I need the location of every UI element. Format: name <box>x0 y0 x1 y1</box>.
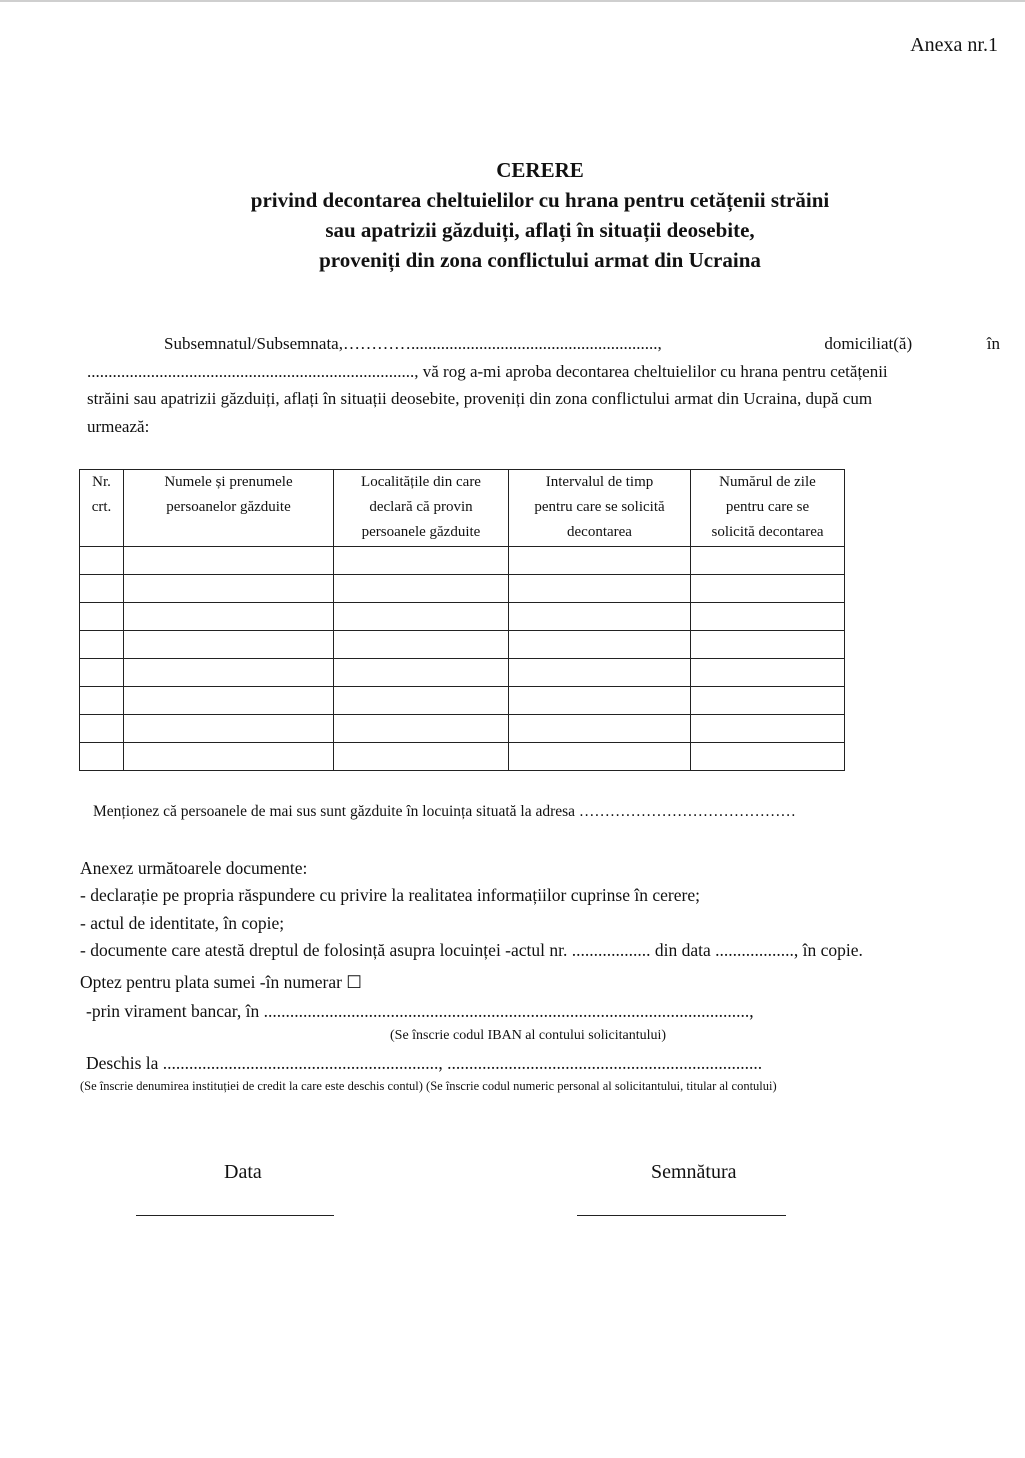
intro-line-1 <box>87 330 1000 358</box>
title-line-1: CERERE <box>496 158 584 182</box>
table-row <box>80 575 845 603</box>
table-cell[interactable] <box>80 547 124 575</box>
signature-label: Semnătura <box>651 1161 737 1183</box>
col-header-nr: Nr. crt. <box>80 470 124 547</box>
in-label: în <box>986 334 1000 353</box>
table-cell[interactable] <box>80 631 124 659</box>
annexes-heading: Anexez următoarele documente: <box>80 858 308 878</box>
table-cell[interactable] <box>691 743 845 771</box>
table-cell[interactable] <box>509 659 691 687</box>
table-row <box>80 715 845 743</box>
date-label: Data <box>224 1161 262 1183</box>
intro-line-2: ............................................................................., vă rog a-mi aproba decontarea cheltuielilor cu hrana pentru cetățenii <box>87 361 888 381</box>
table-cell[interactable] <box>124 631 334 659</box>
bank-opened-note: (Se înscrie denumirea instituției de credit la care este deschis contul) (Se înscrie codul numeric personal al solicitantului, titular al contului) <box>80 1079 777 1093</box>
table-cell[interactable] <box>509 743 691 771</box>
bank-opened-line: Deschis la ..............................................................., ........................................................................ <box>86 1053 763 1073</box>
hosted-persons-table <box>79 469 845 771</box>
table-cell[interactable] <box>691 687 845 715</box>
table-header-row <box>80 470 845 547</box>
cash-checkbox[interactable]: ☐ <box>346 972 362 992</box>
table-cell[interactable] <box>80 687 124 715</box>
intro-paragraph <box>87 330 1000 440</box>
table-cell[interactable] <box>509 715 691 743</box>
table-cell[interactable] <box>124 687 334 715</box>
table-row <box>80 687 845 715</box>
table-cell[interactable] <box>80 575 124 603</box>
table-cell[interactable] <box>334 547 509 575</box>
payment-option-cash <box>80 972 362 993</box>
annex-item-identity: - actul de identitate, în copie; <box>80 913 285 933</box>
table-row <box>80 603 845 631</box>
date-line[interactable] <box>136 1215 334 1216</box>
table-cell[interactable] <box>691 547 845 575</box>
table-cell[interactable] <box>334 715 509 743</box>
annex-label: Anexa nr.1 <box>910 34 998 56</box>
col-header-interval: Intervalul de timp pentru care se solicită decontarea <box>509 470 691 547</box>
payment-option-transfer: -prin virament bancar, în ..............................................................................................................., <box>86 1001 754 1021</box>
table-cell[interactable] <box>334 603 509 631</box>
payment-option-label: Optez pentru plata sumei -în numerar <box>80 972 342 992</box>
table-cell[interactable] <box>334 659 509 687</box>
table-cell[interactable] <box>124 575 334 603</box>
title-line-4: proveniți din zona conflictului armat din Ucraina <box>319 248 761 272</box>
table-cell[interactable] <box>80 743 124 771</box>
col-header-names: Numele și prenumele persoanelor găzduite <box>124 470 334 547</box>
col-header-localities: Localitățile din care declară că provin persoanele găzduite <box>334 470 509 547</box>
signature-line[interactable] <box>577 1215 786 1216</box>
table-cell[interactable] <box>124 547 334 575</box>
table-cell[interactable] <box>691 631 845 659</box>
table-cell[interactable] <box>509 603 691 631</box>
table-cell[interactable] <box>334 687 509 715</box>
table-row <box>80 631 845 659</box>
table-cell[interactable] <box>334 743 509 771</box>
table-row <box>80 743 845 771</box>
table-cell[interactable] <box>691 603 845 631</box>
page-top-border <box>0 0 1025 2</box>
table-cell[interactable] <box>691 659 845 687</box>
table-cell[interactable] <box>334 631 509 659</box>
table-cell[interactable] <box>691 715 845 743</box>
table-cell[interactable] <box>509 631 691 659</box>
table-cell[interactable] <box>509 547 691 575</box>
table-cell[interactable] <box>124 715 334 743</box>
table-cell[interactable] <box>124 743 334 771</box>
address-mention: Menționez că persoanele de mai sus sunt găzduite în locuința situată la adresa …………………………………… <box>93 803 796 820</box>
table-cell[interactable] <box>124 603 334 631</box>
title-line-2: privind decontarea cheltuielilor cu hrana pentru cetățenii străini <box>250 188 830 212</box>
title-line-3: sau apatrizii găzduiți, aflați în situații deosebite, <box>325 218 755 242</box>
table-cell[interactable] <box>334 575 509 603</box>
table-cell[interactable] <box>124 659 334 687</box>
intro-line-4: urmează: <box>87 416 150 436</box>
annex-item-housing-docs: - documente care atestă dreptul de folosință asupra locuinței -actul nr. .................. din data .................., în copie. <box>80 940 863 960</box>
iban-note: (Se înscrie codul IBAN al contului solicitantului) <box>390 1028 667 1043</box>
annex-item-declaration: - declarație pe propria răspundere cu privire la realitatea informațiilor cuprinse în cerere; <box>80 885 700 905</box>
document-title <box>0 155 1025 275</box>
table-cell[interactable] <box>509 575 691 603</box>
table-row <box>80 659 845 687</box>
table-cell[interactable] <box>509 687 691 715</box>
col-header-days: Numărul de zile pentru care se solicită decontarea <box>691 470 845 547</box>
applicant-name-field: Subsemnatul/Subsemnata,………….........................................................., <box>164 334 662 353</box>
intro-line-3: străini sau apatrizii găzduiți, aflați în situații deosebite, proveniți din zona conflictului armat din Ucraina, după cum <box>87 389 873 408</box>
table-row <box>80 547 845 575</box>
table-cell[interactable] <box>80 715 124 743</box>
table-cell[interactable] <box>80 659 124 687</box>
table-cell[interactable] <box>80 603 124 631</box>
table-cell[interactable] <box>691 575 845 603</box>
domicile-label: domiciliat(ă) <box>824 334 913 353</box>
